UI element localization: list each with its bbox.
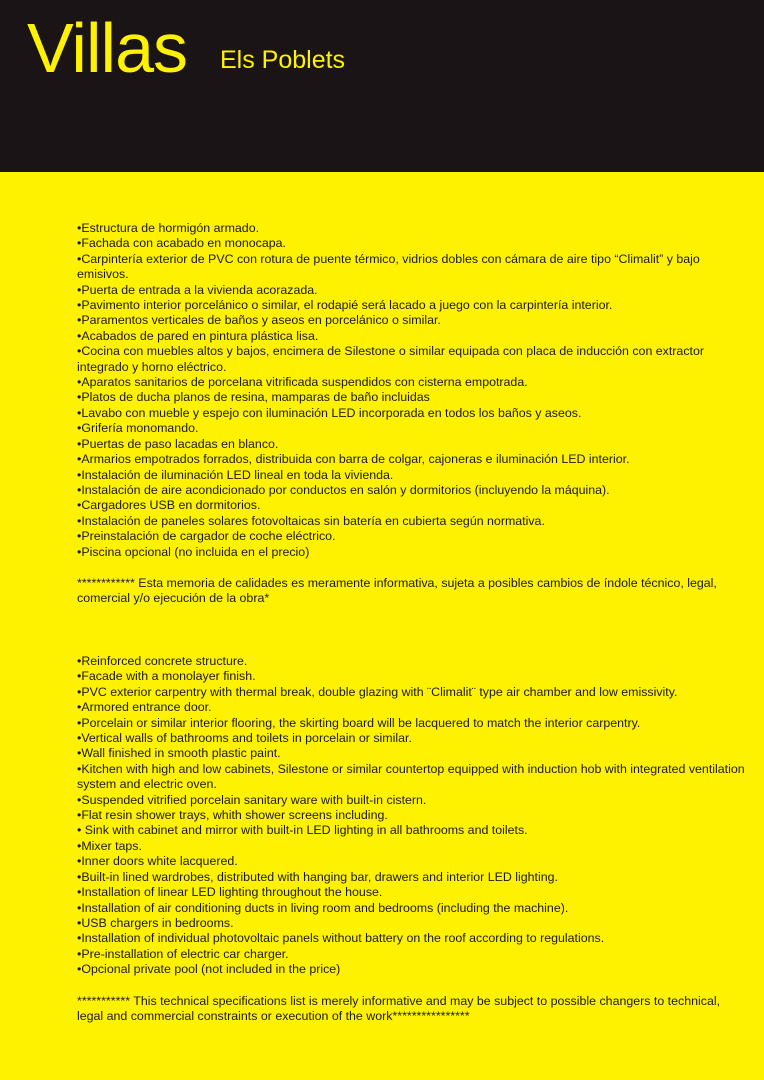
spec-item: •Fachada con acabado en monocapa. [77, 236, 286, 251]
spanish-disclaimer: ************ Esta memoria de calidades es meramente informativa, sujeta a posibles cambios de índole técnico, legal, comercial y/o ejecución de la obra* [77, 575, 717, 606]
spec-item: •Grifería monomando. [77, 421, 199, 436]
english-disclaimer: *********** This technical specifications list is merely informative and may be subject to possible changers to technical, legal and commercial constraints or execution of the work**************** [77, 993, 721, 1023]
spec-item: •Aparatos sanitarios de porcelana vitrificada suspendidos con cisterna empotrada. [77, 375, 528, 390]
spec-item: •Cocina con muebles altos y bajos, encimera de Silestone o similar equipada con placa de inducción con extractor integrado y horno eléctrico. [77, 344, 704, 374]
spec-item: •Porcelain or similar interior flooring, the skirting board will be lacquered to match the interior carpentry. [77, 715, 641, 730]
spanish-spec-list [77, 221, 745, 560]
spec-item: •Pre-installation of electric car charger. [77, 946, 289, 961]
spec-item: •Suspended vitrified porcelain sanitary ware with built-in cistern. [77, 792, 427, 807]
spec-item: •Armarios empotrados forrados, distribuida con barra de colgar, cajoneras e iluminación LED interior. [77, 452, 630, 467]
english-spec-list [77, 654, 745, 978]
spec-item: •Instalación de paneles solares fotovoltaicas sin batería en cubierta según normativa. [77, 513, 545, 528]
spec-item: •Piscina opcional (no incluida en el precio) [77, 544, 310, 559]
spec-item: •USB chargers in bedrooms. [77, 915, 234, 930]
page-title: Villas [27, 9, 188, 87]
spec-item: •Installation of individual photovoltaic panels without battery on the roof according to regulations. [77, 931, 605, 946]
spec-item: •Puertas de paso lacadas en blanco. [77, 436, 279, 451]
spec-item: •Reinforced concrete structure. [77, 654, 248, 668]
spec-item: •Wall finished in smooth plastic paint. [77, 746, 281, 761]
spec-item: •Preinstalación de cargador de coche eléctrico. [77, 529, 336, 544]
spanish-specifications [77, 221, 745, 607]
spec-item: •PVC exterior carpentry with thermal break, double glazing with ¨Climalit¨ type air chamber and low emissivity. [77, 684, 678, 699]
spec-item: •Facade with a monolayer finish. [77, 669, 256, 684]
spec-item: •Cargadores USB en dormitorios. [77, 498, 261, 513]
spec-item: •Paramentos verticales de baños y aseos en porcelánico o similar. [77, 313, 441, 328]
spec-item: •Installation of air conditioning ducts in living room and bedrooms (including the machine). [77, 900, 569, 915]
spec-item: • Sink with cabinet and mirror with built-in LED lighting in all bathrooms and toilets. [77, 823, 528, 838]
english-specifications [77, 654, 745, 1024]
spec-item: •Armored entrance door. [77, 700, 212, 715]
spec-item: •Acabados de pared en pintura plástica lisa. [77, 328, 319, 343]
spec-item: •Opcional private pool (not included in the price) [77, 962, 341, 977]
spec-item: •Puerta de entrada a la vivienda acorazada. [77, 282, 318, 297]
spec-item: •Mixer taps. [77, 838, 142, 853]
spec-item: •Carpintería exterior de PVC con rotura de puente térmico, vidrios dobles con cámara de aire tipo “Climalit” y bajo emisivos. [77, 251, 700, 282]
spec-item: •Flat resin shower trays, whith shower screens including. [77, 808, 388, 823]
spec-item: •Installation of linear LED lighting throughout the house. [77, 885, 383, 900]
header-banner [0, 0, 764, 172]
spec-item: •Lavabo con mueble y espejo con iluminación LED incorporada en todos los baños y aseos. [77, 405, 582, 420]
spec-item: •Vertical walls of bathrooms and toilets in porcelain or similar. [77, 731, 412, 746]
spec-item: •Instalación de iluminación LED lineal en toda la vivienda. [77, 467, 394, 482]
spec-item: •Estructura de hormigón armado. [77, 221, 260, 235]
spec-item: •Platos de ducha planos de resina, mamparas de baño incluidas [77, 390, 430, 405]
spec-item: •Pavimento interior porcelánico o similar, el rodapié será lacado a juego con la carpintería interior. [77, 298, 613, 313]
spec-item: •Instalación de aire acondicionado por conductos en salón y dormitorios (incluyendo la máquina). [77, 482, 610, 497]
spec-item: •Kitchen with high and low cabinets, Silestone or similar countertop equipped with induction hob with integrated ventilation system and electric oven. [77, 761, 745, 792]
spec-item: •Built-in lined wardrobes, distributed with hanging bar, drawers and interior LED lighting. [77, 869, 558, 884]
page-subtitle: Els Poblets [220, 46, 346, 74]
spec-item: •Inner doors white lacquered. [77, 854, 238, 869]
